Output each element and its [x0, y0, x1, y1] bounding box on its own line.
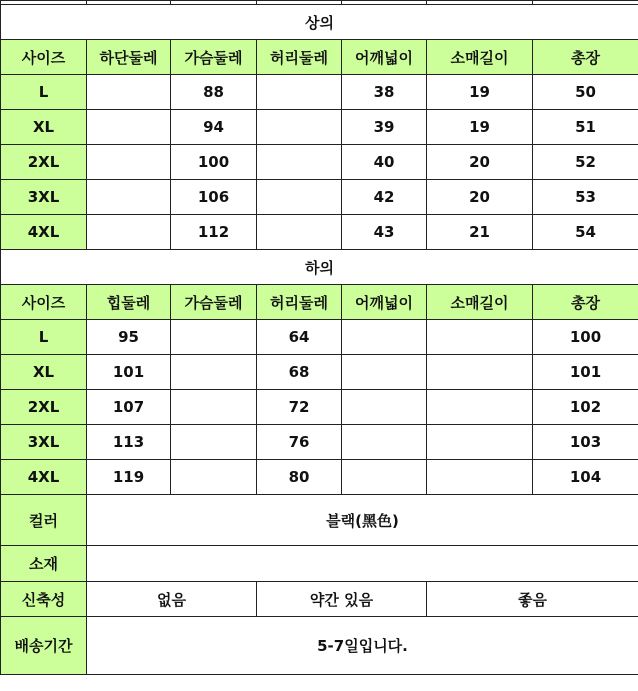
bottoms-header-length: 총장: [533, 285, 638, 320]
tops-cell: 20: [427, 145, 533, 180]
bottoms-cell: 95: [87, 320, 171, 355]
shipping-label: 배송기간: [1, 617, 87, 675]
tops-cell: [87, 110, 171, 145]
tops-size-cell: 2XL: [1, 145, 87, 180]
tops-header-sleeve: 소매길이: [427, 40, 533, 75]
tops-size-cell: L: [1, 75, 87, 110]
bottoms-cell: [342, 355, 427, 390]
tops-row-xl: [1, 110, 638, 145]
bottoms-header-hip: 힙둘레: [87, 285, 171, 320]
tops-cell: [257, 145, 342, 180]
material-row: [1, 546, 638, 582]
bottoms-cell: 102: [533, 390, 638, 425]
bottoms-cell: 107: [87, 390, 171, 425]
tops-cell: [257, 110, 342, 145]
tops-cell: 19: [427, 110, 533, 145]
bottoms-cell: [427, 425, 533, 460]
tops-cell: 94: [171, 110, 257, 145]
tops-header-size: 사이즈: [1, 40, 87, 75]
bottoms-cell: 100: [533, 320, 638, 355]
tops-section-title: 상의: [1, 5, 638, 40]
tops-cell: 54: [533, 215, 638, 250]
tops-cell: 51: [533, 110, 638, 145]
bottoms-row-xl: [1, 355, 638, 390]
bottoms-cell: 72: [257, 390, 342, 425]
bottoms-cell: [171, 460, 257, 495]
bottoms-title-row: [1, 250, 638, 285]
stretch-row: [1, 582, 638, 617]
color-row: [1, 495, 638, 546]
tops-cell: 53: [533, 180, 638, 215]
tops-cell: [87, 145, 171, 180]
bottoms-header-size: 사이즈: [1, 285, 87, 320]
tops-cell: 106: [171, 180, 257, 215]
bottoms-cell: 101: [87, 355, 171, 390]
shipping-row: [1, 617, 638, 675]
color-value: 블랙(黑色): [87, 495, 638, 546]
bottoms-size-cell: 3XL: [1, 425, 87, 460]
bottoms-cell: [171, 320, 257, 355]
tops-cell: 20: [427, 180, 533, 215]
bottoms-size-cell: 2XL: [1, 390, 87, 425]
tops-header-length: 총장: [533, 40, 638, 75]
bottoms-cell: 76: [257, 425, 342, 460]
stretch-option-good: 좋음: [427, 582, 638, 617]
tops-cell: [87, 180, 171, 215]
bottoms-cell: [342, 320, 427, 355]
tops-title-row: [1, 5, 638, 40]
bottoms-cell: [427, 320, 533, 355]
tops-header-chest: 가슴둘레: [171, 40, 257, 75]
bottoms-size-cell: 4XL: [1, 460, 87, 495]
tops-cell: 40: [342, 145, 427, 180]
tops-cell: [87, 215, 171, 250]
tops-cell: 21: [427, 215, 533, 250]
tops-row-2xl: [1, 145, 638, 180]
tops-cell: [257, 180, 342, 215]
bottoms-cell: 64: [257, 320, 342, 355]
bottoms-header-shoulder: 어깨넓이: [342, 285, 427, 320]
bottoms-row-l: [1, 320, 638, 355]
bottoms-header-row: [1, 285, 638, 320]
bottoms-cell: 104: [533, 460, 638, 495]
bottoms-row-4xl: [1, 460, 638, 495]
tops-size-cell: 3XL: [1, 180, 87, 215]
tops-row-3xl: [1, 180, 638, 215]
bottoms-cell: [171, 355, 257, 390]
tops-row-4xl: [1, 215, 638, 250]
bottoms-cell: [171, 390, 257, 425]
tops-header-row: [1, 40, 638, 75]
bottoms-size-cell: L: [1, 320, 87, 355]
bottoms-header-sleeve: 소매길이: [427, 285, 533, 320]
tops-cell: 39: [342, 110, 427, 145]
tops-header-waist: 허리둘레: [257, 40, 342, 75]
material-value: [87, 546, 638, 582]
tops-header-shoulder: 어깨넓이: [342, 40, 427, 75]
bottoms-row-2xl: [1, 390, 638, 425]
bottoms-cell: 119: [87, 460, 171, 495]
bottoms-row-3xl: [1, 425, 638, 460]
bottoms-cell: [342, 460, 427, 495]
material-label: 소재: [1, 546, 87, 582]
bottoms-cell: 68: [257, 355, 342, 390]
bottoms-size-cell: XL: [1, 355, 87, 390]
bottoms-cell: 101: [533, 355, 638, 390]
color-label: 컬러: [1, 495, 87, 546]
stretch-option-none: 없음: [87, 582, 257, 617]
tops-cell: [87, 75, 171, 110]
bottoms-cell: [171, 425, 257, 460]
tops-header-hem: 하단둘레: [87, 40, 171, 75]
tops-size-cell: XL: [1, 110, 87, 145]
stretch-option-slight: 약간 있음: [257, 582, 427, 617]
tops-cell: 19: [427, 75, 533, 110]
bottoms-cell: 80: [257, 460, 342, 495]
bottoms-cell: [427, 460, 533, 495]
tops-cell: 43: [342, 215, 427, 250]
bottoms-header-waist: 허리둘레: [257, 285, 342, 320]
bottoms-cell: [342, 425, 427, 460]
tops-cell: 52: [533, 145, 638, 180]
bottoms-cell: 103: [533, 425, 638, 460]
tops-row-l: [1, 75, 638, 110]
tops-cell: 38: [342, 75, 427, 110]
bottoms-section-title: 하의: [1, 250, 638, 285]
tops-cell: [257, 75, 342, 110]
tops-size-cell: 4XL: [1, 215, 87, 250]
shipping-value: 5-7일입니다.: [87, 617, 638, 675]
tops-cell: 50: [533, 75, 638, 110]
bottoms-cell: [427, 390, 533, 425]
bottoms-cell: 113: [87, 425, 171, 460]
tops-cell: 100: [171, 145, 257, 180]
tops-cell: 88: [171, 75, 257, 110]
bottoms-cell: [427, 355, 533, 390]
bottoms-header-chest: 가슴둘레: [171, 285, 257, 320]
tops-cell: 42: [342, 180, 427, 215]
bottoms-cell: [342, 390, 427, 425]
stretch-label: 신축성: [1, 582, 87, 617]
tops-cell: [257, 215, 342, 250]
tops-cell: 112: [171, 215, 257, 250]
